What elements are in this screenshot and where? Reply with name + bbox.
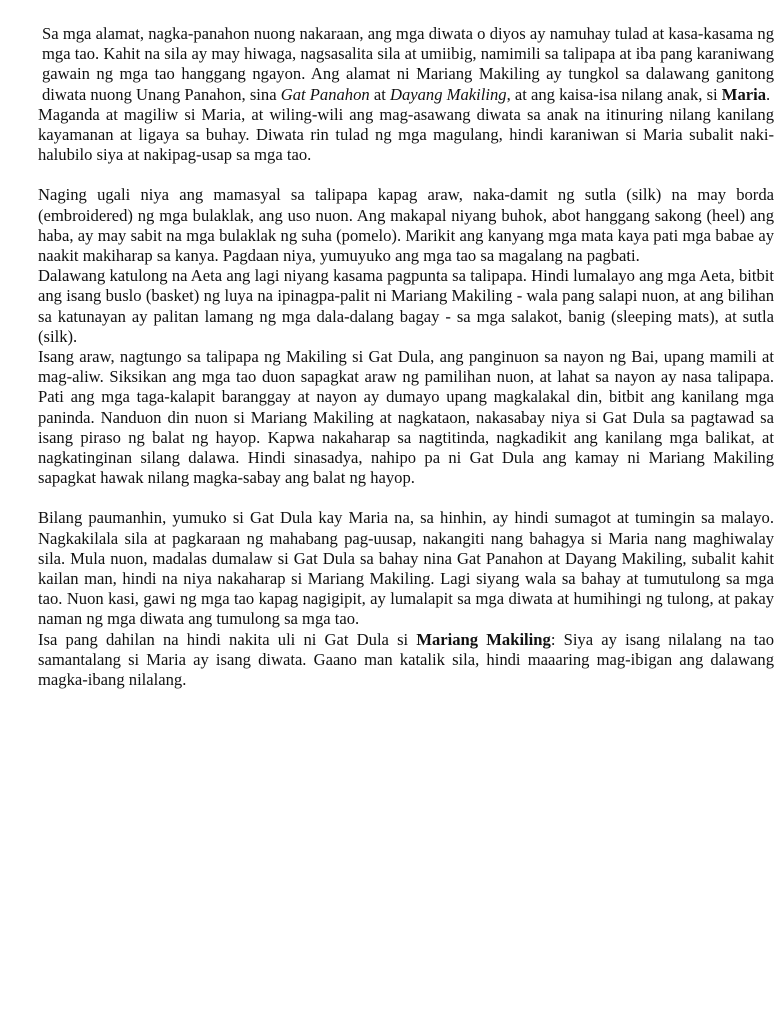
paragraph-1-text: Sa mga alamat, nagka-panahon nuong nakaraan, ang mga diwata o diyos ay namuhay tulad at kasa-kasama ng mga tao. Kahit na sila ay may hiwaga, nagsasalita sila at umiibig, namimili sa talipapa at iba pang karaniwang gawain ng mga tao hanggang ngayon. Ang alamat ni Mariang Makiling ay tungkol sa dalawang ganitong diwata nuong Unang Panahon, sina: [42, 24, 774, 104]
name-gat-panahon: Gat Panahon: [280, 84, 370, 104]
paragraph-4: Dalawang katulong na Aeta ang lagi niyang kasama pagpunta sa talipapa. Hindi lumalayo ang mga Aeta, bitbit ang isang buslo (basket) ng luya na ipinagpa-palit ni Mariang Makiling - wala pang salapi nuon, at ang bilihan sa katunayan ay palitan lamang ng mga dala-dalang bagay - sa mga salakot, banig (sleeping mats), at sutla (silk).: [38, 266, 774, 346]
paragraph-1: [38, 24, 774, 105]
paragraph-1-cont: , at ang kaisa-isa nilang anak, si: [506, 84, 722, 104]
paragraph-1-join: at: [369, 84, 390, 104]
paragraph-6: Bilang paumanhin, yumuko si Gat Dula kay Maria na, sa hinhin, ay hindi sumagot at tumingin sa malayo. Nagkakilala sila at pagkaraan ng mahabang pag-uusap, nakangiti nang bahagya si Maria nang maghiwalay sila. Mula nuon, madalas dumalaw si Gat Dula sa bahay nina Gat Panahon at Dayang Makiling, subalit kahit kailan man, hindi na niya nakaharap si Mariang Makiling. Lagi siyang wala sa bahay at tumutulong sa mga tao. Nuon kasi, gawi ng mga tao kapag nagigipit, ay lumalapit sa mga diwata at humihingi ng tulong, at pakay naman ng mga diwata ang tumulong sa mga tao.: [38, 508, 774, 629]
paragraph-3: Naging ugali niya ang mamasyal sa talipapa kapag araw, naka-damit ng sutla (silk) na may borda (embroidered) ng mga bulaklak, ang uso nuon. Ang makapal niyang buhok, abot hanggang sakong (heel) ang haba, ay may sabit na mga bulaklak ng suha (pomelo). Marikit ang kanyang mga mata kaya pati mga babae ay naakit makiharap sa kanya. Pagdaan niya, yumuyuko ang mga tao sa magalang na pagbati.: [38, 185, 774, 266]
paragraph-7-cont: : Siya ay isang nilalang na tao samantalang si Maria ay isang diwata. Gaano man katalik sila, hindi maaaring mag-ibigan ang dalawang magka-ibang nilalang.: [38, 629, 774, 690]
name-maria: Maria: [721, 84, 767, 104]
paragraph-7: [38, 630, 774, 691]
paragraph-7-text: Isa pang dahilan na hindi nakita uli ni Gat Dula si: [38, 629, 417, 649]
paragraph-2: Maganda at magiliw si Maria, at wiling-wili ang mag-asawang diwata sa anak na itinuring nilang kanilang kayamanan at ligaya sa buhay. Diwata rin tulad ng mga magulang, hindi karaniwan si Maria subalit naki-halubilo siya at nakipag-usap sa mga tao.: [38, 104, 774, 165]
document-page: [38, 24, 774, 690]
name-mariang-makiling: Mariang Makiling: [416, 629, 551, 649]
paragraph-1-end: .: [766, 84, 771, 104]
paragraph-5: Isang araw, nagtungo sa talipapa ng Makiling si Gat Dula, ang panginuon sa nayon ng Bai, upang mamili at mag-aliw. Siksikan ang mga tao duon sapagkat araw ng pamilihan nuon, at lahat sa nayon ay nasa talipapa. Pati ang mga taga-kalapit baranggay at nayon ay dumayo upang magkalakal din, bitbit ang kanilang mga paninda. Nanduon din nuon si Mariang Makiling at nagkataon, nakasabay niya si Gat Dula sa pagtawad sa isang piraso ng balat ng hayop. Kapwa nakaharap sa nagtitinda, nagkadikit ang kanilang mga balikat, at nagkatinginan silang dalawa. Hindi sinasadya, nahipo pa ni Gat Dula ang kamay ni Mariang Makiling sapagkat hawak nilang magka-sabay ang balat ng hayop.: [38, 347, 774, 488]
name-dayang-makiling: Dayang Makiling: [389, 84, 507, 104]
